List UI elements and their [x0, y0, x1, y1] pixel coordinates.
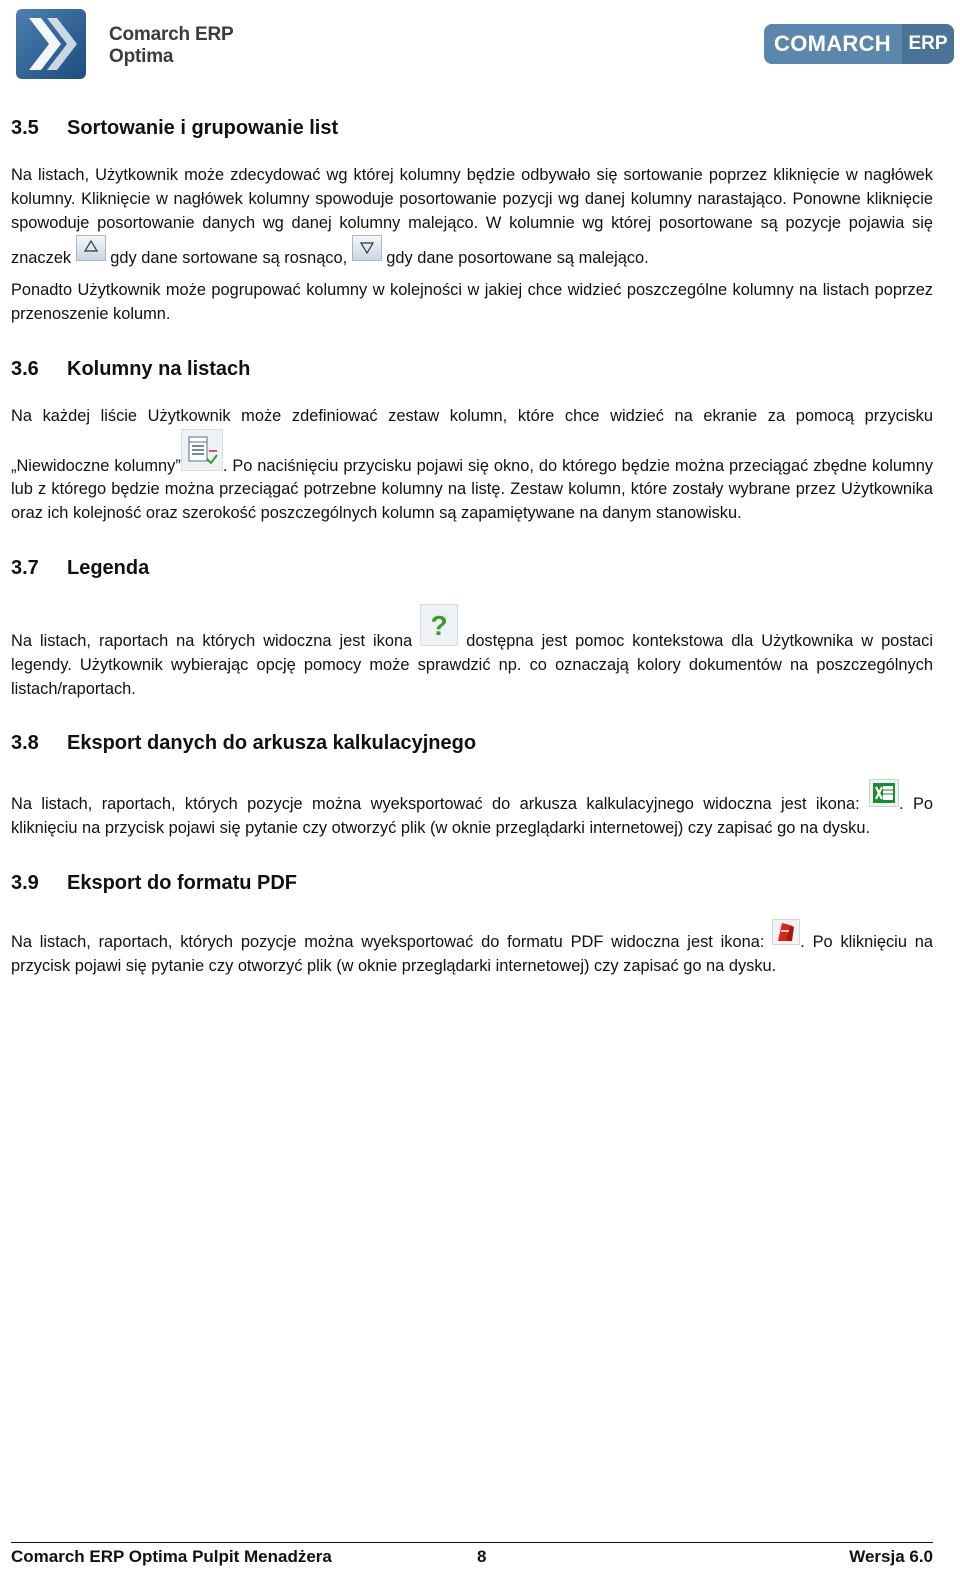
- paragraph-text: gdy dane posortowane są malejąco.: [386, 249, 649, 268]
- section-title: Legenda: [67, 556, 150, 579]
- hidden-columns-icon: [181, 429, 223, 471]
- paragraph-text: . Po kliknięciu na przycisk pojawi się pytanie czy otworzyć plik (w oknie przeglądarki internetowej) czy zapisać go na dysku.: [11, 795, 934, 838]
- section-heading: [11, 548, 933, 588]
- paragraph-text: gdy dane sortowane są rosnąco,: [110, 249, 348, 268]
- document-body: [11, 108, 933, 979]
- paragraph-text: Na listach, raportach na których widoczna jest ikona: [11, 631, 413, 650]
- legend-help-icon: [420, 604, 458, 646]
- page-header: [0, 0, 960, 90]
- section-title: Kolumny na listach: [67, 357, 251, 380]
- paragraph-text: dostępna jest pomoc kontekstowa dla Użytkownika w postaci legendy. Użytkownik wybierając opcję pomocy może sprawdzić np. co oznaczają kolory dokumentów na poszczególnych listach/raportach.: [11, 631, 934, 698]
- section-title: Eksport do formatu PDF: [67, 871, 298, 894]
- footer-title: Comarch ERP Optima Pulpit Menadżera: [11, 1547, 332, 1566]
- comarch-erp-logo: [764, 24, 954, 64]
- section-number: 3.8: [11, 732, 39, 755]
- paragraph: [11, 164, 933, 271]
- section-number: 3.7: [11, 556, 39, 579]
- logo-line-2: Optima: [109, 46, 174, 67]
- paragraph: [11, 604, 933, 701]
- paragraph: Ponadto Użytkownik może pogrupować kolumny w kolejności w jakiej chce widzieć poszczególne kolumny na listach poprzez przenoszenie kolumn.: [11, 281, 933, 323]
- optima-logo-icon: [15, 8, 87, 80]
- section-heading: [11, 108, 933, 148]
- comarch-optima-logo: [15, 8, 255, 80]
- page-footer: [11, 1542, 933, 1571]
- paragraph-text: Na listach, raportach, których pozycje można wyeksportować do formatu PDF widoczna jest ikona:: [11, 932, 765, 951]
- brand-name: COMARCH: [774, 31, 891, 56]
- section-heading: [11, 863, 933, 903]
- brand-erp: ERP: [902, 24, 954, 64]
- paragraph-text: . Po naciśnięciu przycisku pojawi się okno, do którego będzie można przeciągać zbędne kolumny lub z którego będzie można przeciągać potrzebne kolumny na listę. Zestaw kolumn, które zostały wybrane przez Użytkownika oraz ich kolejność oraz szerokość poszczególnych kolumn są zapamiętywane na danym stanowisku.: [11, 456, 934, 523]
- section-title: Sortowanie i grupowanie list: [67, 117, 339, 139]
- page-number: 8: [477, 1547, 487, 1566]
- logo-line-1: Comarch ERP: [109, 24, 234, 45]
- sort-descending-icon: [352, 235, 382, 261]
- paragraph-text: Na listach, Użytkownik może zdecydować wg której kolumny będzie odbywało się sortowanie poprzez kliknięcie w nagłówek kolumny. Kliknięcie w nagłówek kolumny spowoduje posortowanie pozycji wg danej kolumny narastająco. Ponowne kliknięcie spowoduje posortowanie danych wg danej kolumny malejąco. W kolumnie wg której posortowane są pozycje pojawia się znaczek: [11, 166, 933, 268]
- svg-text:?: ?: [430, 609, 448, 641]
- excel-export-icon: [869, 779, 899, 807]
- footer-version: Wersja 6.0: [849, 1547, 933, 1566]
- paragraph-text: Na listach, raportach, których pozycje można wyeksportować do arkusza kalkulacyjnego widoczna jest ikona:: [11, 795, 860, 814]
- section-number: 3.6: [11, 357, 39, 380]
- section-heading: [11, 723, 933, 763]
- section-heading: [11, 349, 933, 389]
- sort-ascending-icon: [76, 235, 106, 261]
- section-title: Eksport danych do arkusza kalkulacyjnego: [67, 732, 477, 755]
- pdf-export-icon: [772, 919, 800, 945]
- paragraph-text: Na każdej liście Użytkownik może zdefiniować zestaw kolumn, które chce widzieć na ekranie za pomocą przycisku „Niewidoczne kolumny”: [11, 406, 933, 475]
- section-number: 3.5: [11, 117, 39, 139]
- paragraph-text: . Po kliknięciu na przycisk pojawi się pytanie czy otworzyć plik (w oknie przeglądarki internetowej) czy zapisać go na dysku.: [11, 932, 933, 975]
- paragraph: [11, 779, 933, 841]
- paragraph: [11, 405, 933, 526]
- paragraph: [11, 919, 933, 979]
- logo-text: [109, 24, 234, 68]
- section-number: 3.9: [11, 871, 39, 894]
